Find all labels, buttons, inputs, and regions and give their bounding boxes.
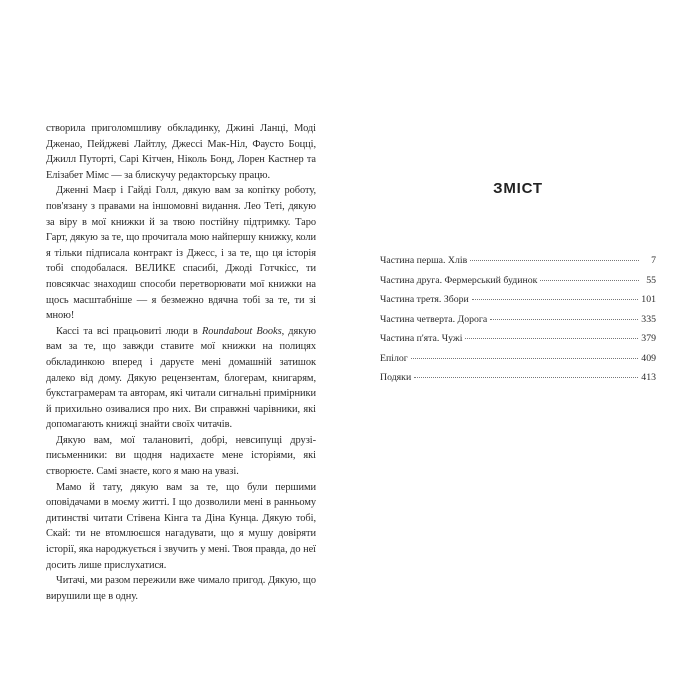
toc-entry-page: 55 [646,274,656,286]
paragraph: Читачі, ми разом пережили вже чимало пригод. Дякую, що вирушили ще в одну. [46,575,316,602]
toc-entry-label: Частина друга. Фермерський будинок [380,274,538,286]
paragraph: Дякую вам, мої талановиті, добрі, невсипущі друзі-письменники: ви щодня надихаєте мене історіями, які створюєте. Самі знаєте, кого я маю на увазі. [46,434,316,478]
paragraph-text: Кассі та всі працьовиті люди в [56,325,202,337]
toc-entry-label: Частина третя. Збори [380,294,469,305]
toc-leader-dots [490,319,638,320]
toc-entry-page: 379 [641,333,656,344]
toc-entry-page: 101 [641,294,656,305]
toc-entry[interactable] [380,255,656,275]
toc-entry-label: Подяки [380,372,412,383]
paragraph [46,324,316,433]
toc-entry[interactable] [380,372,656,392]
toc-leader-dots [414,377,638,378]
bookstore-name: Roundabout Books [201,325,282,337]
toc-leader-dots [472,299,639,300]
paragraph: Мамо й тату, дякую вам за те, що були першими оповідачами в моєму житті. І що дозволили мені в ранньому дитинстві читати Стівена Кінга та Діна Кунца. Дякую тобі, Скай: ти не втомлюєшся нагадувати, що я мушу довіряти історії, яка народжується і звучить у мені. Твоя правда, до неї досить лише прислухатися. [46,481,316,571]
toc-leader-dots [470,260,639,261]
paragraph: Дженні Маєр і Гайді Голл, дякую вам за копітку роботу, пов'язану з правами на іншомовні видання. Лео Теті, дякую за віру в мої книжки й за твою постійну підтримку. Таро Гарт, дякую за те, що прочитала мою найпершу книжку, коли я тільки підписала контракт із Джесс, і за те, що ця історія тобі сподобалася. ВЕЛИКЕ спасибі, Джоді Готчкісс, ти повсякчас знаходиш способи перетворювати мої книжки на щось масштабніше — я безмежно вдячна тобі за те, ти зі мною! [46,185,316,322]
toc-entry-page: 409 [641,352,656,364]
toc-entry-label: Частина четверта. Дорога [380,313,488,325]
paragraph-text: , дякую вам за те, що завжди ставите мої книжки на полицях обкладинкою вперед і даруєте мені домашній затишок далеко від дому. Дякую рецензентам, блогерам, книгарям, букстаграмерам та авторам, які читали сигнальні примірники й прихильно озивалися про них. Ви справжні чарівники, які допомагають книжці знайти своїх читачів. [46,325,316,431]
toc-entry[interactable] [380,314,656,334]
toc-entry-page: 335 [641,313,656,325]
toc-entry-label: Частина перша. Хлів [380,255,468,266]
contents-page [380,180,656,392]
toc-leader-dots [465,338,638,339]
toc-entry-page: 413 [641,372,656,383]
toc-entry[interactable] [380,275,656,295]
toc-leader-dots [540,280,639,281]
toc-entry-label: Частина п'ята. Чужі [380,333,463,344]
toc-entry[interactable] [380,353,656,373]
paragraph: створила приголомшливу обкладинку, Джині Ланці, Моді Дженао, Пейджеві Лайтлу, Джессі Мак-Ніл, Фаусто Боцці, Джилл Путорті, Сарі Кітчен, Ніколь Бонд, Лорен Кастнер та Елізабет Мімс — за блискучу редакторську працю. [46,123,316,181]
toc-entry[interactable] [380,333,656,353]
toc-list [380,255,656,392]
toc-leader-dots [411,358,639,359]
toc-entry-label: Епілог [380,352,408,364]
acknowledgements-page [46,121,316,604]
toc-entry-page: 7 [651,255,656,266]
toc-entry[interactable] [380,294,656,314]
contents-title: ЗМІСТ [493,180,543,197]
